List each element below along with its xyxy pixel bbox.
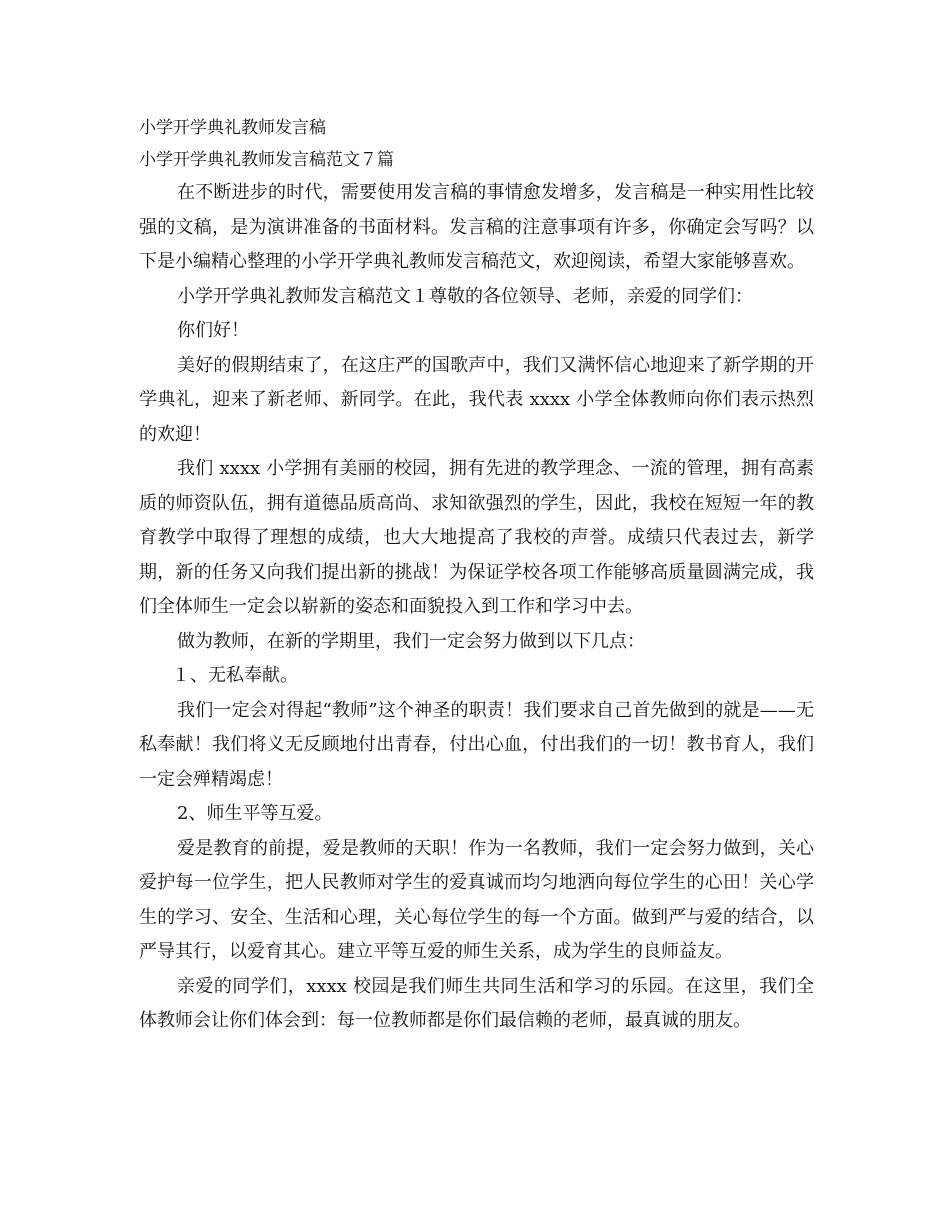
point-one-paragraph: 我们一定会对得起“教师”这个神圣的职责！我们要求自己首先做到的就是——无私奉献！我们将义无反顾地付出青春，付出心血，付出我们的一切！教书育人，我们一定会殚精竭虑！ [139, 699, 814, 790]
point-one-heading: １、无私奉献。 [172, 665, 298, 686]
commitments-intro-paragraph: 做为教师，在新的学期里，我们一定会努力做到以下几点： [177, 630, 645, 652]
document-subtitle: 小学开学典礼教师发言稿范文７篇 [139, 150, 394, 170]
welcome-paragraph: 美好的假期结束了，在这庄严的国歌声中，我们又满怀信心地迎来了新学期的开学典礼，迎来了新老师、新同学。在此，我代表 xxxx 小学全体教师向你们表示热烈的欢迎！ [139, 354, 814, 445]
speech-heading-paragraph: 小学开学典礼教师发言稿范文１尊敬的各位领导、老师，亲爱的同学们： [177, 285, 753, 307]
greeting-paragraph: 你们好！ [177, 320, 249, 341]
intro-paragraph: 在不断进步的时代，需要使用发言稿的事情愈发增多，发言稿是一种实用性比较强的文稿，是为演讲准备的书面材料。发言稿的注意事项有许多，你确定会写吗？以下是小编精心整理的小学开学典礼教师发言稿范文，欢迎阅读，希望大家能够喜欢。 [139, 182, 814, 272]
school-paragraph: 我们 xxxx 小学拥有美丽的校园，拥有先进的教学理念、一流的管理，拥有高素质的师资队伍，拥有道德品质高尚、求知欲强烈的学生，因此，我校在短短一年的教育教学中取得了理想的成绩，也大大地提高了我校的声誉。成绩只代表过去，新学期，新的任务又向我们提出新的挑战！为保证学校各项工作能够高质量圆满完成，我们全体师生一定会以崭新的姿态和面貌投入到工作和学习中去。 [139, 458, 814, 617]
closing-paragraph: 亲爱的同学们，xxxx 校园是我们师生共同生活和学习的乐园。在这里，我们全体教师会让你们体会到：每一位教师都是你们最信赖的老师，最真诚的朋友。 [139, 975, 814, 1031]
document-title: 小学开学典礼教师发言稿 [139, 118, 326, 138]
point-two-heading: 2、师生平等互爱。 [177, 803, 333, 824]
point-two-paragraph: 爱是教育的前提，爱是教师的天职！作为一名教师，我们一定会努力做到，关心爱护每一位学生，把人民教师对学生的爱真诚而均匀地洒向每位学生的心田！关心学生的学习、安全、生活和心理，关心每位学生的每一个方面。做到严与爱的结合，以严导其行，以爱育其心。建立平等互爱的师生关系，成为学生的良师益友。 [139, 837, 814, 962]
document-body [139, 112, 814, 1039]
